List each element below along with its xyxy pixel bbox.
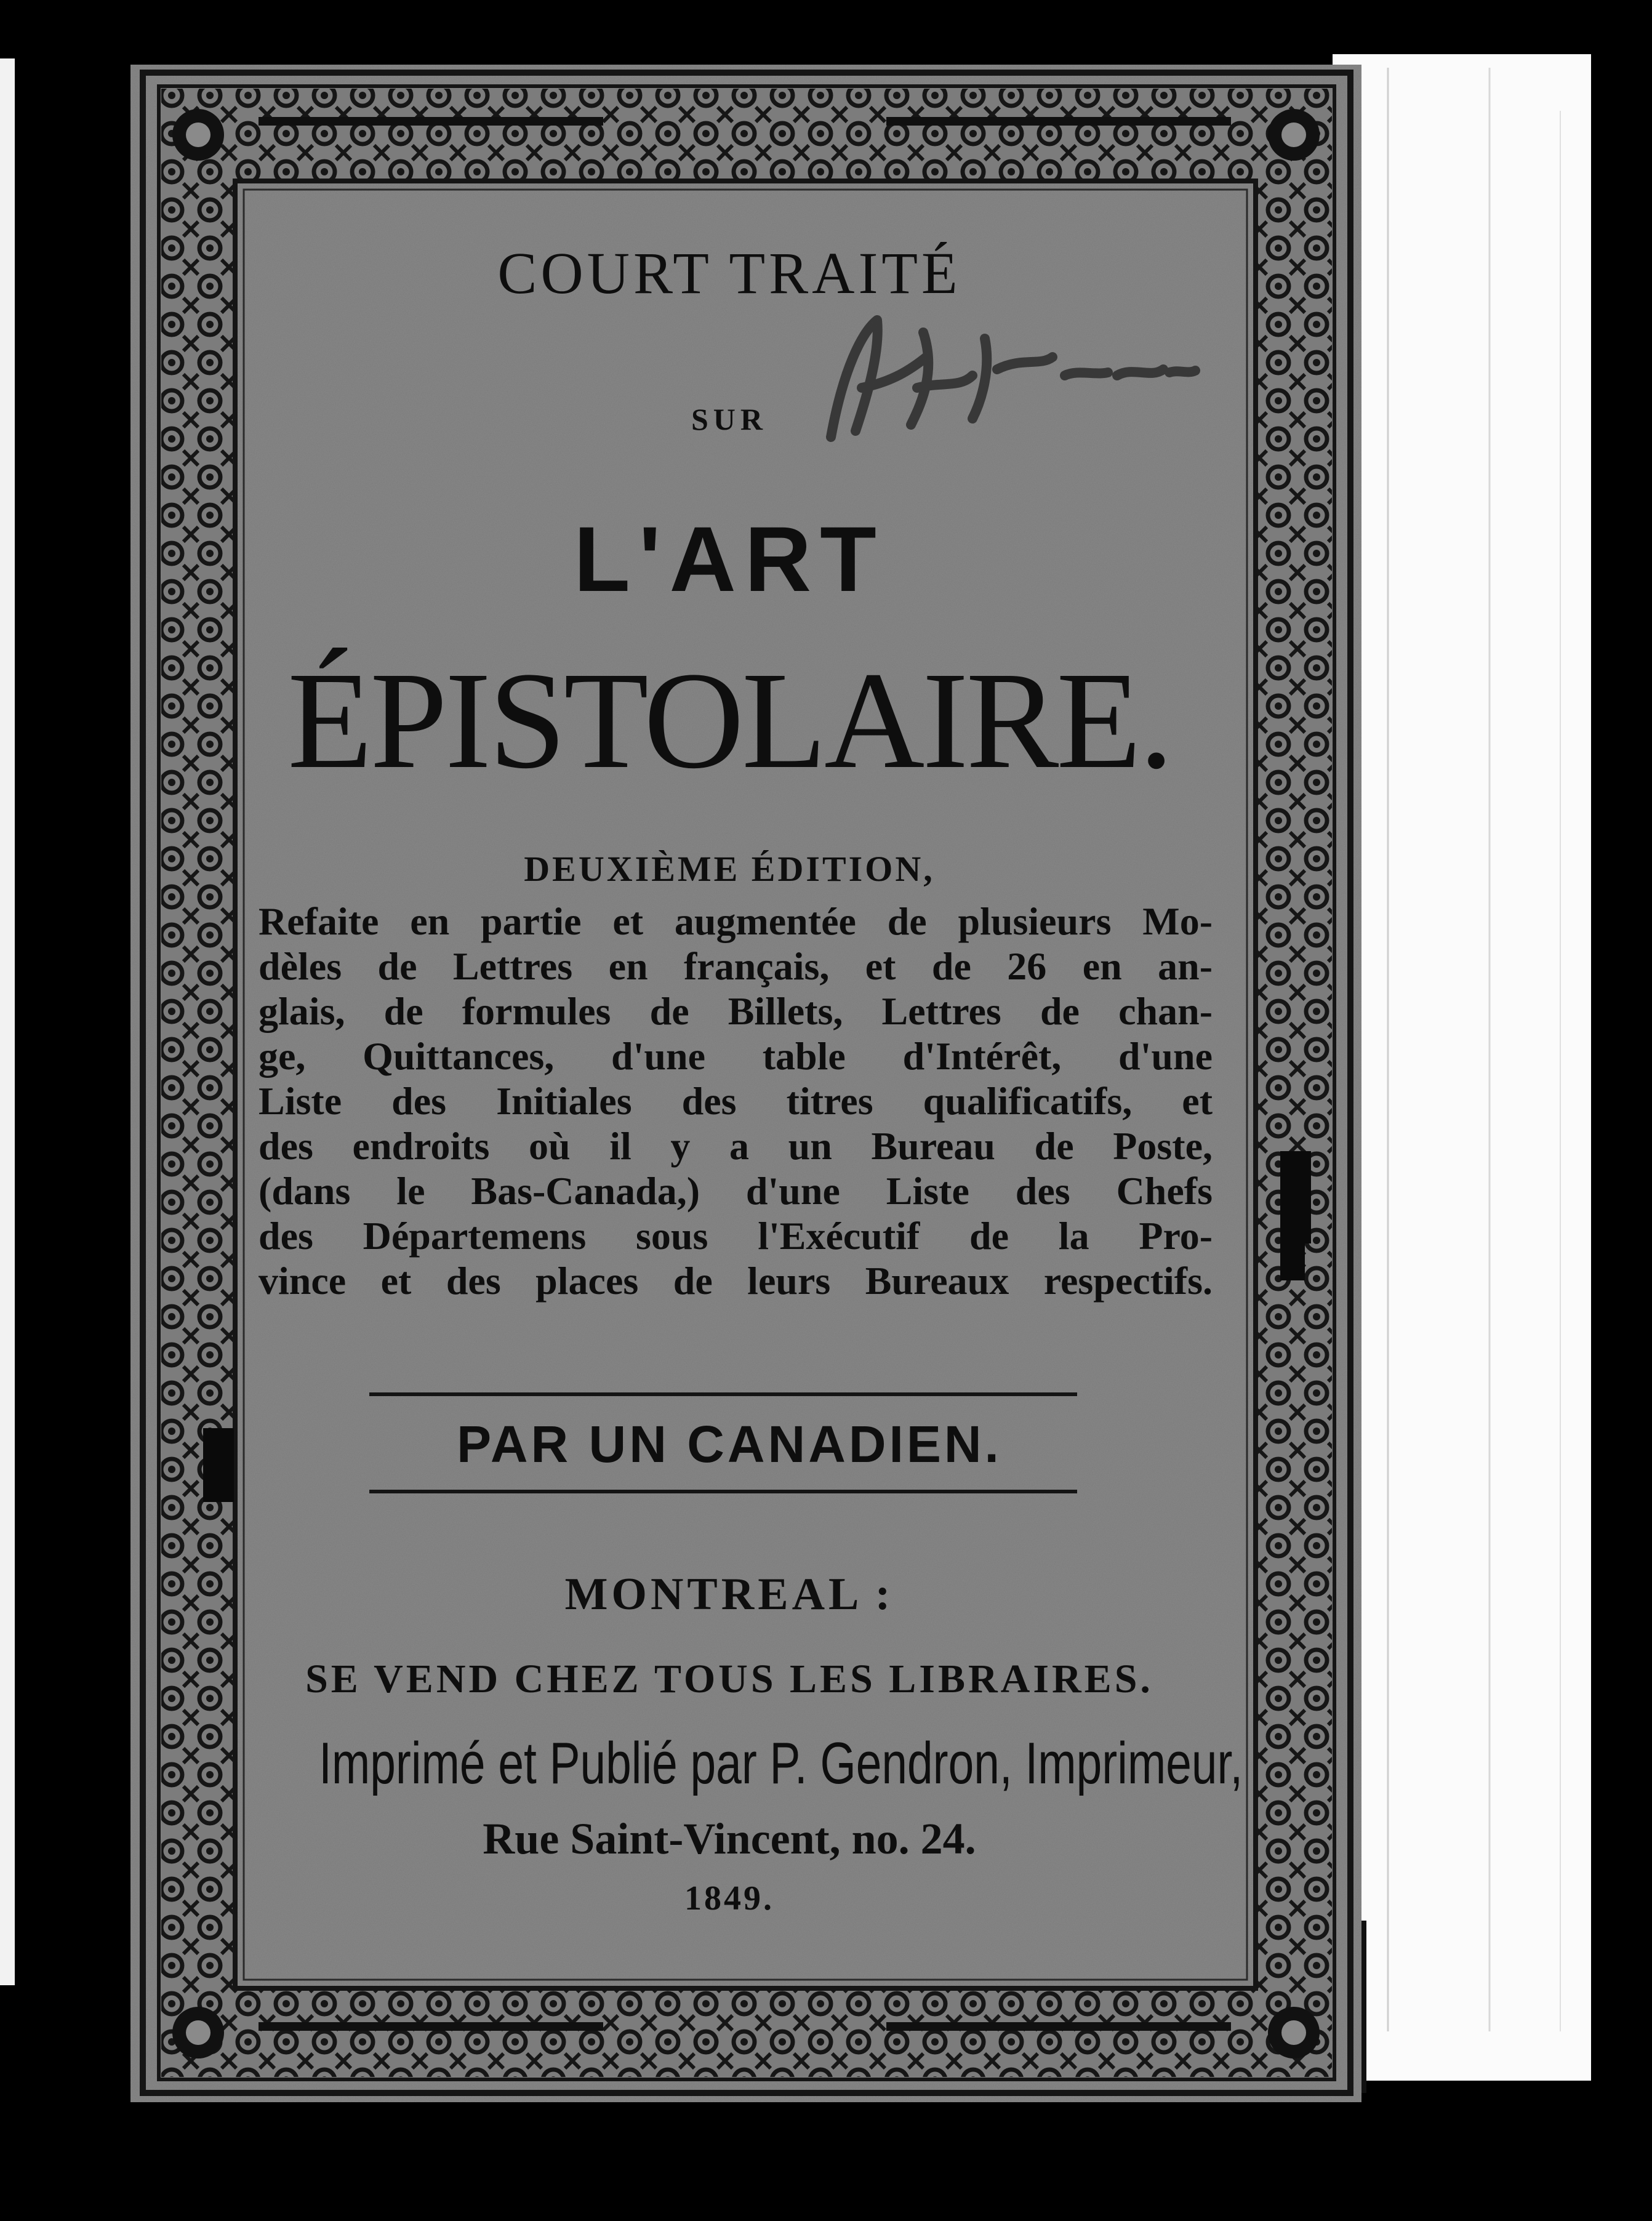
- description-line: Liste des Initiales des titres qualificatifs, et: [259, 1079, 1213, 1123]
- description-line: Refaite en partie et augmentée de plusieurs Mo-: [259, 899, 1213, 943]
- description-line: dèles de Lettres en français, et de 26 en an-: [259, 944, 1213, 988]
- edition-line: DEUXIÈME ÉDITION,: [524, 849, 935, 889]
- author-line: PAR UN CANADIEN.: [457, 1415, 1002, 1473]
- handwritten-signature: [819, 295, 1200, 456]
- title-line-2: SUR: [691, 402, 768, 436]
- description-paragraph: [259, 899, 1213, 1303]
- title-line-1: COURT TRAITÉ: [497, 240, 961, 306]
- address-line: Rue Saint-Vincent, no. 24.: [483, 1814, 976, 1863]
- year-line: 1849.: [684, 1879, 774, 1918]
- title-line-4: ÉPISTOLAIRE.: [287, 643, 1171, 797]
- description-line: ge, Quittances, d'une table d'Intérêt, d'une: [259, 1034, 1213, 1078]
- description-line: (dans le Bas-Canada,) d'une Liste des Chefs: [259, 1169, 1213, 1213]
- place-line: MONTREAL :: [564, 1569, 894, 1620]
- description-line: des Départemens sous l'Exécutif de la Pro-: [259, 1214, 1213, 1258]
- sold-line: SE VEND CHEZ TOUS LES LIBRAIRES.: [305, 1657, 1153, 1701]
- title-line-3: L'ART: [574, 507, 885, 611]
- description-line: vince et des places de leurs Bureaux respectifs.: [259, 1259, 1213, 1303]
- description-line: des endroits où il y a un Bureau de Poste,: [259, 1124, 1213, 1168]
- printer-line: Imprimé et Publié par P. Gendron, Imprimeur,: [319, 1730, 1243, 1796]
- description-line: glais, de formules de Billets, Lettres de chan-: [259, 989, 1213, 1033]
